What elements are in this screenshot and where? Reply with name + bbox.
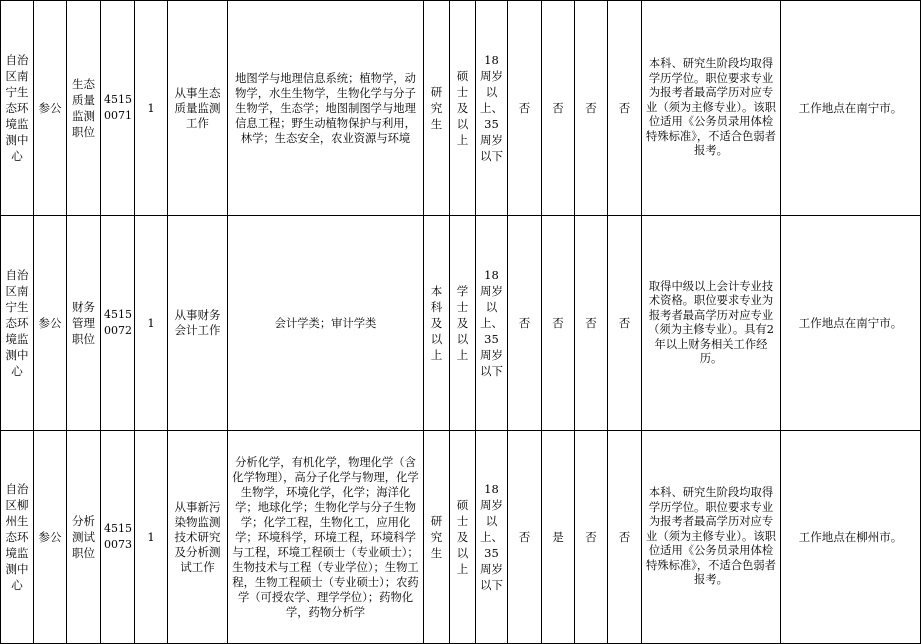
condition-cell: 否 (508, 216, 542, 431)
condition-cell: 否 (542, 1, 575, 216)
unit-cell: 自治区南宁生态环境监测中心 (1, 216, 34, 431)
degree-cell: 学士及以上 (450, 216, 476, 431)
condition-cell: 否 (575, 431, 608, 644)
age-cell: 18周岁以上、35周岁以下 (476, 1, 508, 216)
position-cell: 分析测试职位 (67, 431, 101, 644)
condition-cell: 否 (575, 1, 608, 216)
condition-cell: 是 (542, 431, 575, 644)
condition-cell: 否 (508, 431, 542, 644)
position-cell: 财务管理职位 (67, 216, 101, 431)
major-cell: 会计学类；审计学类 (228, 216, 424, 431)
education-cell: 研究生 (424, 431, 450, 644)
education-cell: 研究生 (424, 1, 450, 216)
duty-cell: 从事生态质量监测工作 (168, 1, 228, 216)
code-cell: 45150073 (101, 431, 135, 644)
condition-cell: 否 (608, 431, 642, 644)
condition-cell: 否 (608, 216, 642, 431)
position-cell: 生态质量监测职位 (67, 1, 101, 216)
other-requirements-cell: 取得中级以上会计专业技术资格。职位要求专业为报考者最高学历对应专业（须为主修专业）。具有2年以上财务相关工作经历。 (642, 216, 781, 431)
other-requirements-cell: 本科、研究生阶段均取得学历学位。职位要求专业为报考者最高学历对应专业（须为主修专业）。该职位适用《公务员录用体检特殊标准》，不适合色弱者报考。 (642, 1, 781, 216)
remark-cell: 工作地点在南宁市。 (781, 1, 921, 216)
count-cell: 1 (135, 431, 168, 644)
age-cell: 18周岁以上、35周岁以下 (476, 431, 508, 644)
duty-cell: 从事新污染物监测技术研究及分析测试工作 (168, 431, 228, 644)
major-cell: 分析化学，有机化学，物理化学（含化学物理），高分子化学与物理，化学生物学，环境化学，化学；海洋化学；地球化学；生物化学与分子生物学；化学工程，生物化工，应用化学；环境科学，环境工程，环境科学与工程，环境工程硕士（专业硕士）；生物技术与工程（专业学位）；生物工程，生物工程硕士（专业硕士）；农药学（可授农学、理学学位）；药物化学，药物分析学 (228, 431, 424, 644)
major-cell: 地图学与地理信息系统；植物学，动物学，水生生物学，生物化学与分子生物学，生态学；地图制图学与地理信息工程；野生动植物保护与利用，林学；生态安全，农业资源与环境 (228, 1, 424, 216)
age-cell: 18周岁以上、35周岁以下 (476, 216, 508, 431)
remark-cell: 工作地点在南宁市。 (781, 216, 921, 431)
condition-cell: 否 (508, 1, 542, 216)
count-cell: 1 (135, 1, 168, 216)
type-cell: 参公 (34, 431, 67, 644)
type-cell: 参公 (34, 1, 67, 216)
code-cell: 45150071 (101, 1, 135, 216)
remark-cell: 工作地点在柳州市。 (781, 431, 921, 644)
code-cell: 45150072 (101, 216, 135, 431)
education-cell: 本科及以上 (424, 216, 450, 431)
unit-cell: 自治区南宁生态环境监测中心 (1, 1, 34, 216)
unit-cell: 自治区柳州生态环境监测中心 (1, 431, 34, 644)
table-row (1, 431, 921, 644)
condition-cell: 否 (608, 1, 642, 216)
count-cell: 1 (135, 216, 168, 431)
degree-cell: 硕士及以上 (450, 1, 476, 216)
duty-cell: 从事财务会计工作 (168, 216, 228, 431)
condition-cell: 否 (575, 216, 608, 431)
type-cell: 参公 (34, 216, 67, 431)
other-requirements-cell: 本科、研究生阶段均取得学历学位。职位要求专业为报考者最高学历对应专业（须为主修专业）。该职位适用《公务员录用体检特殊标准》，不适合色弱者报考。 (642, 431, 781, 644)
degree-cell: 硕士及以上 (450, 431, 476, 644)
table-row (1, 1, 921, 216)
condition-cell: 否 (542, 216, 575, 431)
table-row (1, 216, 921, 431)
